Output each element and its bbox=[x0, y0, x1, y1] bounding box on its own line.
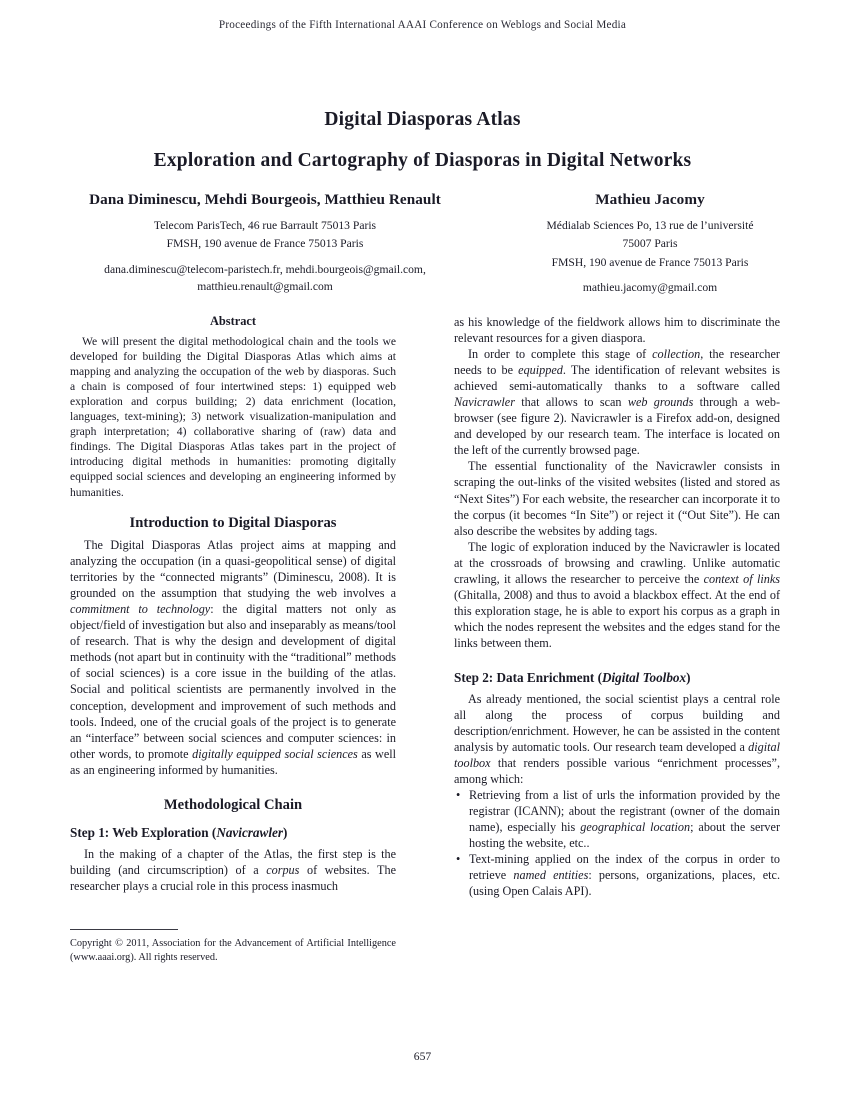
authors-row bbox=[50, 190, 800, 297]
text-run: In order to complete this stage of bbox=[468, 347, 653, 362]
section-heading-introduction: Introduction to Digital Diasporas bbox=[129, 514, 337, 531]
emphasis-run: equipped bbox=[518, 363, 563, 378]
subsection-heading-step-2 bbox=[454, 670, 780, 686]
exploration-logic-paragraph bbox=[454, 539, 780, 651]
copyright-notice: Copyright © 2011, Association for the Advancement of Artificial Intelligence (www.aaai.org). All rights reserved. bbox=[70, 938, 396, 963]
column-left bbox=[70, 314, 396, 894]
step2-paragraph bbox=[454, 691, 780, 787]
body-columns bbox=[70, 314, 780, 994]
affiliation-right bbox=[500, 217, 800, 272]
footnote-area bbox=[70, 929, 396, 964]
text-run: ) bbox=[686, 669, 691, 685]
emphasis-run: digital toolbox bbox=[454, 739, 780, 771]
text-run: of websites. The researcher plays a crucial role in this process inasmuch bbox=[70, 863, 396, 894]
page-number: 657 bbox=[413, 1050, 432, 1063]
list-item bbox=[454, 787, 780, 851]
emphasis-run: Digital Toolbox bbox=[601, 669, 687, 685]
author-names-left: Dana Diminescu, Mehdi Bourgeois, Matthieu Renault bbox=[89, 191, 441, 208]
emails-left bbox=[50, 261, 480, 296]
email-line: dana.diminescu@telecom-paristech.fr, mehdi.bourgeois@gmail.com, bbox=[104, 262, 426, 276]
author-group-right bbox=[500, 190, 800, 297]
text-run: The Digital Diasporas Atlas project aims at mapping and analyzing the occupation (in a quasi-geopolitical sense) of digital territories by the “connected migrants” (Diminescu, 2008). It is grounded on the assumption that studying the web involves a bbox=[70, 538, 396, 601]
emphasis-run: Navicrawler bbox=[454, 395, 515, 410]
text-run: : the digital matters not only as object/field of investigation but also and inseparably as means/tool of research. That is why the design and development of digital methods (not apart but in continuity with the “traditional” methods of social sciences) is a core issue in the building of the atlas. Social and political scientists are permanently involved in the conception, development and improvement of such methods and tools. Indeed, one of the crucial goals of the project is to generate an “interface” between social sciences and computer sciences: in other words, to promote bbox=[70, 602, 396, 761]
list-item bbox=[454, 851, 780, 899]
text-run: (Ghitalla, 2008) and thus to avoid a blackbox effect. At the end of this exploration stage, he is able to export his corpus as a graph in which the nodes represent the websites and the edges stand for the links between them. bbox=[454, 587, 780, 650]
text-run: , the researcher needs to be bbox=[454, 347, 780, 378]
page-subtitle: Exploration and Cartography of Diasporas in Digital Networks bbox=[153, 150, 692, 172]
section-heading-methodological-chain: Methodological Chain bbox=[163, 796, 303, 813]
emphasis-run: named entities bbox=[513, 868, 589, 883]
enrichment-processes-list bbox=[454, 787, 780, 899]
text-run: As already mentioned, the social scientist plays a central role all along the process of corpus building and description/enrichment. However, he can be assisted in the content analysis by automatic tools. Our research team developed a bbox=[454, 691, 780, 754]
affiliation-line: 75007 Paris bbox=[622, 237, 678, 251]
paper-title-block bbox=[70, 108, 775, 173]
collection-paragraph bbox=[454, 346, 780, 458]
emphasis-run: Navicrawler bbox=[216, 825, 283, 841]
affiliation-line: FMSH, 190 avenue de France 75013 Paris bbox=[551, 255, 749, 269]
affiliation-left bbox=[50, 217, 480, 254]
text-run: as well as an engineering informed by humanities. bbox=[70, 746, 396, 777]
navicrawler-functionality-paragraph: The essential functionality of the Navicrawler consists in scraping the out-links of the visited websites (listed and stored as “Next Sites”) For each website, the researcher can incorporate it to the corpus (it becomes “In Site”) or reject it (“Out Site”). He can also describe the websites by adding tags. bbox=[454, 459, 780, 538]
text-run: through a web-browser (see figure 2). Navicrawler is a Firefox add-on, designed and developed by our research team. The interface is located on the left of the currently browsed page. bbox=[454, 395, 780, 458]
intro-paragraph bbox=[70, 537, 396, 778]
emphasis-run: digitally equipped social sciences bbox=[192, 746, 358, 761]
step1-paragraph bbox=[70, 846, 396, 894]
email-line: matthieu.renault@gmail.com bbox=[197, 280, 333, 294]
emphasis-run: corpus bbox=[266, 863, 300, 878]
text-run: ) bbox=[282, 825, 288, 841]
author-group-left bbox=[50, 190, 480, 296]
text-run: Step 1: Web Exploration ( bbox=[70, 825, 217, 841]
emphasis-run: geographical location bbox=[580, 820, 691, 835]
text-run: : persons, organizations, places, etc. (using Open Calais API). bbox=[469, 868, 780, 899]
text-run: The logic of exploration induced by the Navicrawler is located at the crossroads of browsing and crawling. Unlike automatic crawling, it allows the researcher to perceive the bbox=[454, 539, 780, 586]
email-line: mathieu.jacomy@gmail.com bbox=[582, 280, 718, 294]
text-run: that renders possible various “enrichment processes”, among which: bbox=[454, 756, 780, 787]
column-right bbox=[454, 314, 780, 899]
text-run: In the making of a chapter of the Atlas, the first step is the building (and circumscription) of a bbox=[70, 847, 396, 878]
text-run: that allows to scan bbox=[514, 395, 628, 410]
affiliation-line: FMSH, 190 avenue de France 75013 Paris bbox=[166, 237, 364, 251]
text-run: Step 2: Data Enrichment ( bbox=[454, 669, 602, 685]
emails-right bbox=[500, 279, 800, 297]
subsection-heading-step-1 bbox=[70, 825, 396, 841]
continued-paragraph: as his knowledge of the fieldwork allows him to discriminate the relevant resources for a given diaspora. bbox=[454, 315, 780, 346]
affiliation-line: Médialab Sciences Po, 13 rue de l’université bbox=[546, 219, 754, 232]
footnote-rule bbox=[70, 929, 178, 930]
text-run: . The identification of relevant websites is achieved semi-automatically thanks to a software called bbox=[454, 363, 780, 394]
text-run: ; about the server hosting the website, etc.. bbox=[469, 820, 780, 851]
emphasis-run: web grounds bbox=[627, 395, 694, 410]
author-names-right: Mathieu Jacomy bbox=[595, 191, 705, 208]
affiliation-line: Telecom ParisTech, 46 rue Barrault 75013 Paris bbox=[153, 219, 377, 232]
emphasis-run: context of links bbox=[703, 571, 780, 586]
page-title: Digital Diasporas Atlas bbox=[324, 109, 521, 130]
emphasis-run: commitment to technology bbox=[70, 602, 211, 617]
text-run: Text-mining applied on the index of the corpus in order to retrieve bbox=[469, 852, 780, 883]
text-run: Retrieving from a list of urls the information provided by the registrar (ICANN); about the registrant (owner of the domain name), especially his bbox=[469, 788, 780, 835]
abstract-body: We will present the digital methodological chain and the tools we developed for building the Digital Diasporas Atlas which aims at mapping and analyzing the occupation of the web by diasporas. Such a chain is composed of four intertwined steps: 1) equipped web exploration and corpus building; 2) data enrichment (location, languages, text-mining); 3) network visualization-manipulation and graph interpretation; 4) collaborative sharing of (raw) data and findings. The Digital Diasporas Atlas takes part in the project of introducing digital methods in humanities: promoting digitally equipped social sciences and developing an engineering informed by humanities. bbox=[70, 334, 396, 499]
emphasis-run: collection bbox=[652, 347, 701, 362]
abstract-heading: Abstract bbox=[209, 314, 257, 328]
running-header: Proceedings of the Fifth International AAAI Conference on Weblogs and Social Media bbox=[218, 19, 627, 31]
